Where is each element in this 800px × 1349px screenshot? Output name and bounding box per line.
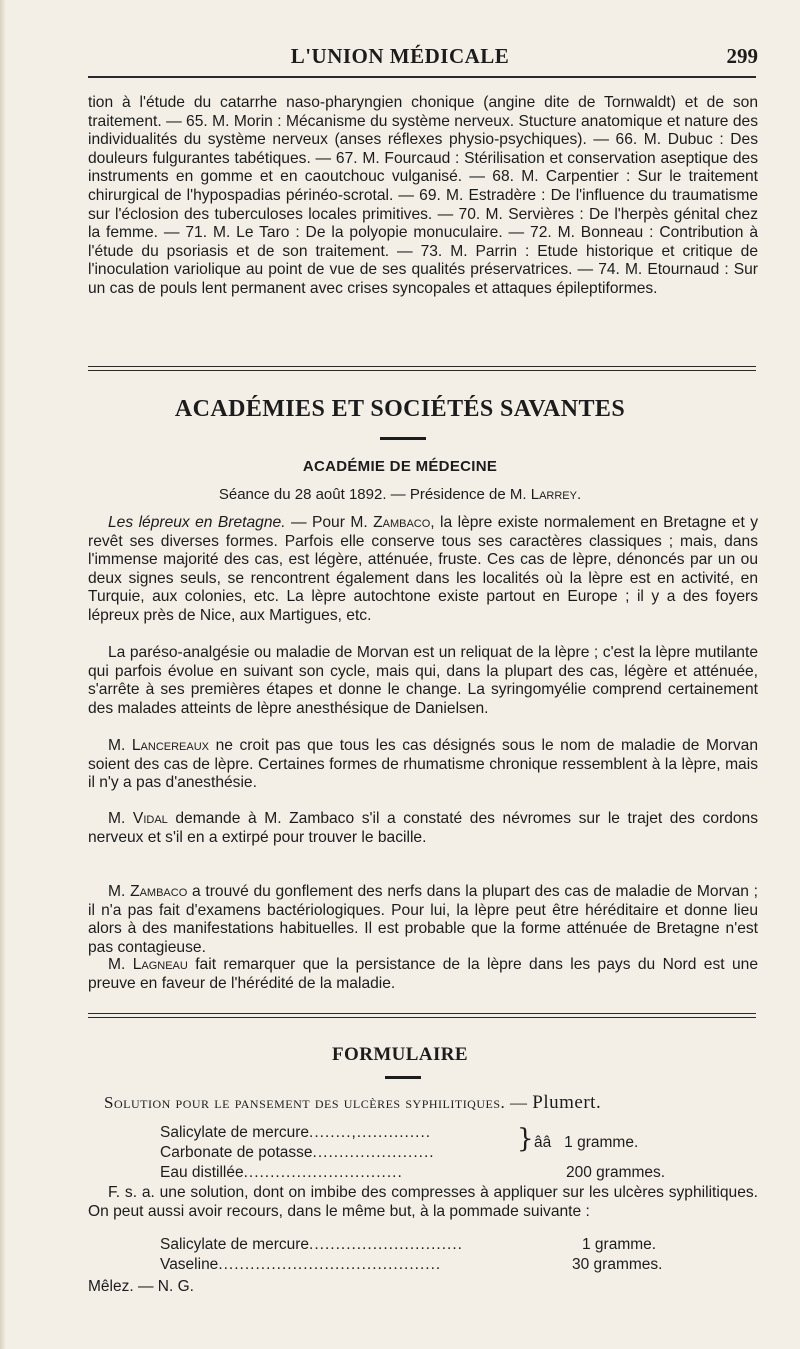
ingredient-line: [160, 1144, 435, 1162]
paragraph-heading: Les lépreux en Bretagne.: [108, 514, 286, 531]
paragraph-vidal: [88, 810, 758, 847]
each-abbrev: ââ: [534, 1134, 552, 1151]
paragraph-text: fait remarquer que la persistance de la lèpre dans les pays du Nord est une preuve en faveur de l'hérédité de la maladie.: [88, 956, 758, 992]
paragraph-lancereaux: [88, 737, 758, 793]
formula-title: [104, 1092, 601, 1114]
formula-name: Solution pour le pansement des ulcères syphilitiques.: [104, 1093, 506, 1112]
header-rule: [88, 76, 756, 78]
ingredient-name: Vaseline: [160, 1256, 219, 1273]
formula-author: Plumert.: [532, 1092, 602, 1113]
ingredient-name: Salicylate de mercure: [160, 1236, 310, 1253]
formula-instructions: F. s. a. une solution, dont on imbibe des compresses à appliquer sur les ulcères syphilitiques. On peut aussi avoir recours, dans le même but, à la pommade suivante :: [88, 1184, 758, 1220]
session-line: [0, 486, 800, 503]
president-name: Larrey: [530, 486, 577, 503]
paragraph-morvan: La paréso-analgésie ou maladie de Morvan est un reliquat de la lèpre ; c'est la lèpre mutilante qui parfois évolue en suivant son cycle, mais qui, dans la plupart des cas, légère et atténuée, s'arrête à ses premières étapes et donne le change. La syringomyélie comprend certainement des malades atteints de lèpre anesthésique de Danielsen.: [88, 644, 758, 717]
speaker-name: Vidal: [132, 810, 168, 827]
brace-symbol: }: [517, 1124, 534, 1154]
paragraph-zambaco: [88, 883, 758, 957]
amount: 200 grammes.: [566, 1164, 666, 1181]
session-text: Séance du 28 août 1892. — Présidence de M.: [218, 486, 527, 503]
paragraph-text: a trouvé du gonflement des nerfs dans la plupart des cas de maladie de Morvan ; il n'a pas fait d'examens bactériologiques. Pour lui, la lèpre peut être héréditaire et donne lieu alors à des manifestations habituelles. Il est probable que la forme atténuée de Bretagne n'est pas contagieuse.: [88, 883, 758, 956]
ingredient-name: Carbonate de potasse: [160, 1144, 313, 1161]
ingredient-line: [160, 1236, 463, 1254]
section-title: ACADÉMIES ET SOCIÉTÉS SAVANTES: [174, 396, 626, 422]
formula-dash: —: [505, 1093, 533, 1112]
paragraph-text: M.: [108, 737, 132, 754]
speaker-name: Lancereaux: [131, 737, 210, 754]
subsection-title: ACADÉMIE DE MÉDECINE: [302, 458, 498, 475]
ingredient-name: Eau distillée: [160, 1164, 244, 1181]
paragraph-text: demande à M. Zambaco s'il a constaté des névromes sur le trajet des cordons nerveux et s'il en a extirpé pour trouver le bacille.: [88, 810, 759, 846]
section-divider: [88, 1013, 756, 1018]
paragraph-text: , la lèpre existe normalement en Bretagne et y revêt ses diverses formes. Parfois elle conserve tous ses caractères classiques ; mais, dans l'immense majorité des cas, est légère, atténuée, fruste. Ces cas de lèpre, dénoncés par un ou deux signes seuls, se rencontrent également dans les localités où la lèpre est en activité, en Turquie, aux colonies, etc. La lèpre autochtone existe partout en Europe ; il y a des foyers lépreux près de Nice, aux Martigues, etc.: [88, 514, 759, 624]
paragraph-lagneau: [88, 956, 758, 993]
leader-dots: ........,..............: [309, 1124, 432, 1141]
intro-paragraph: tion à l'étude du catarrhe naso-pharyngien chonique (angine dite de Tornwaldt) et de son traitement. — 65. M. Morin : Mécanisme du système nerveux. Stucture anatomique et nature des individualités du système nerveux (anses réflexes physio-psychiques). — 66. M. Dubuc : Des douleurs fulgurantes tabétiques. — 67. M. Fourcaud : Stérilisation et conservation aseptique des instruments en gomme et en caoutchouc vulganisé. — 68. M. Carpentier : Sur le traitement chirurgical de l'hypospadias périnéo-scrotal. — 69. M. Estradère : De l'influence du traumatisme sur l'éclosion des tuberculoses locales primitives. — 70. M. Servières : De l'herpès génital chez la femme. — 71. M. Le Taro : De la polyopie monuculaire. — 72. M. Bonneau : Contribution à l'étude du psoriasis et de son traitement. — 73. M. Parrin : Etude historique et critique de l'inoculation variolique au point de vue de ses qualités préservatrices. — 74. M. Etournaud : Sur un cas de pouls lent permanent avec crises syncopales et attaques épileptiformes.: [88, 94, 758, 297]
title-ornament: [380, 437, 426, 440]
leader-dots: .............................: [309, 1236, 463, 1253]
ingredient-line: [160, 1124, 431, 1142]
paragraph-text: M.: [108, 810, 133, 827]
amount: 1 gramme.: [564, 1134, 639, 1151]
page-number: 299: [726, 44, 758, 68]
paragraph-text: M.: [108, 956, 133, 973]
leader-dots: ..........................................: [218, 1256, 442, 1273]
speaker-name: Zambaco: [373, 514, 431, 531]
page-edge: [0, 0, 6, 1349]
paragraph-text: ne croit pas que tous les cas désignés sous le nom de maladie de Morvan soient des cas de lèpre. Certaines formes de rhumatisme chronique ressemblent à la lèpre, mais il n'y a pas d'anesthésie.: [88, 737, 758, 792]
ingredient-line: [160, 1256, 441, 1274]
ingredient-line: [160, 1164, 403, 1182]
session-end: .: [576, 486, 582, 503]
title-ornament: [385, 1076, 421, 1079]
brace-quantity: [534, 1134, 638, 1152]
ingredient-name: Salicylate de mercure: [160, 1124, 310, 1141]
paragraph-text: — Pour M.: [285, 514, 374, 531]
leader-dots: ..............................: [243, 1164, 403, 1181]
paragraph-lepreux: [88, 514, 758, 626]
leader-dots: .......................: [312, 1144, 435, 1161]
section-title: FORMULAIRE: [332, 1044, 468, 1065]
amount: 1 gramme.: [582, 1236, 657, 1253]
amount: 30 grammes.: [572, 1256, 663, 1273]
journal-title: L'UNION MÉDICALE: [290, 44, 510, 68]
paragraph-text: M.: [108, 883, 131, 900]
closing-line: Mêlez. — N. G.: [88, 1278, 194, 1295]
speaker-name: Zambaco: [130, 883, 188, 900]
speaker-name: Lagneau: [132, 956, 188, 973]
running-head: [0, 44, 800, 70]
section-divider: [88, 366, 756, 371]
